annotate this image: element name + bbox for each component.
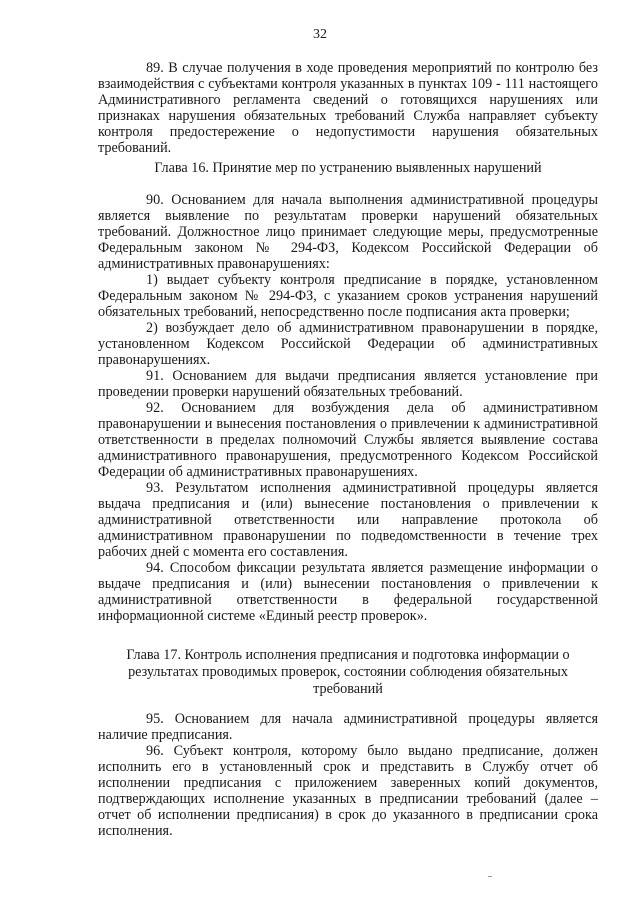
page-number: 32 <box>313 27 327 42</box>
paragraph-96: 96. Субъект контроля, которому было выдано предписание, должен исполнить его в установленный срок и представить в Службу отчет об исполнении предписания с приложением заверенных копий документов, подтверждающих исполнение указанных в предписании требований (далее – отчет об исполнении предписания) в срок до указанного в предписании срока исполнения. <box>98 743 598 839</box>
paragraph-block-1 <box>98 60 598 156</box>
paragraph-90-item-1: 1) выдает субъекту контроля предписание в порядке, установленном Федеральным законом № 294-ФЗ, с указанием сроков устранения нарушений обязательных требований, непосредственно после подписания акта проверки; <box>98 272 598 320</box>
scan-artifact <box>488 876 492 877</box>
chapter-17-heading: Глава 17. Контроль исполнения предписания и подготовка информации о результатах проводимых проверок, состоянии соблюдения обязательных требований <box>126 647 570 697</box>
paragraph-94: 94. Способом фиксации результата является размещение информации о выдаче предписания и (или) вынесении постановления о привлечении к административной ответственности в федеральной государственной информационной системе «Единый реестр проверок». <box>98 560 598 624</box>
paragraph-block-3 <box>98 711 598 839</box>
paragraph-block-2 <box>98 192 598 624</box>
paragraph-95: 95. Основанием для начала административной процедуры является наличие предписания. <box>98 711 598 743</box>
paragraph-93: 93. Результатом исполнения административной процедуры является выдача предписания и (или) вынесение постановления о привлечении к административной ответственности или направление протокола об административном правонарушении по подведомственности в течение трех рабочих дней с момента его составления. <box>98 480 598 560</box>
paragraph-89: 89. В случае получения в ходе проведения мероприятий по контролю без взаимодействия с субъектами контроля указанных в пунктах 109 - 111 настоящего Административного регламента сведений о готовящихся нарушениях или признаках нарушения обязательных требований Служба направляет субъекту контроля предостережение о недопустимости нарушения обязательных требований. <box>98 60 598 156</box>
paragraph-92: 92. Основанием для возбуждения дела об административном правонарушении и вынесения постановления о привлечении к административной ответственности в пределах полномочий Службы является выявление состава административного правонарушения, предусмотренного Кодексом Российской Федерации об административных правонарушениях. <box>98 400 598 480</box>
paragraph-91: 91. Основанием для выдачи предписания является установление при проведении проверки нарушений обязательных требований. <box>98 368 598 400</box>
chapter-16-heading: Глава 16. Принятие мер по устранению выявленных нарушений <box>154 160 542 176</box>
paragraph-90-item-2: 2) возбуждает дело об административном правонарушении в порядке, установленном Кодексом Российской Федерации об административных правонарушениях. <box>98 320 598 368</box>
paragraph-90: 90. Основанием для начала выполнения административной процедуры является выявление по результатам проверки нарушений обязательных требований. Должностное лицо принимает следующие меры, предусмотренные Федеральным законом № 294-ФЗ, Кодексом Российской Федерации об административных правонарушениях: <box>98 192 598 272</box>
